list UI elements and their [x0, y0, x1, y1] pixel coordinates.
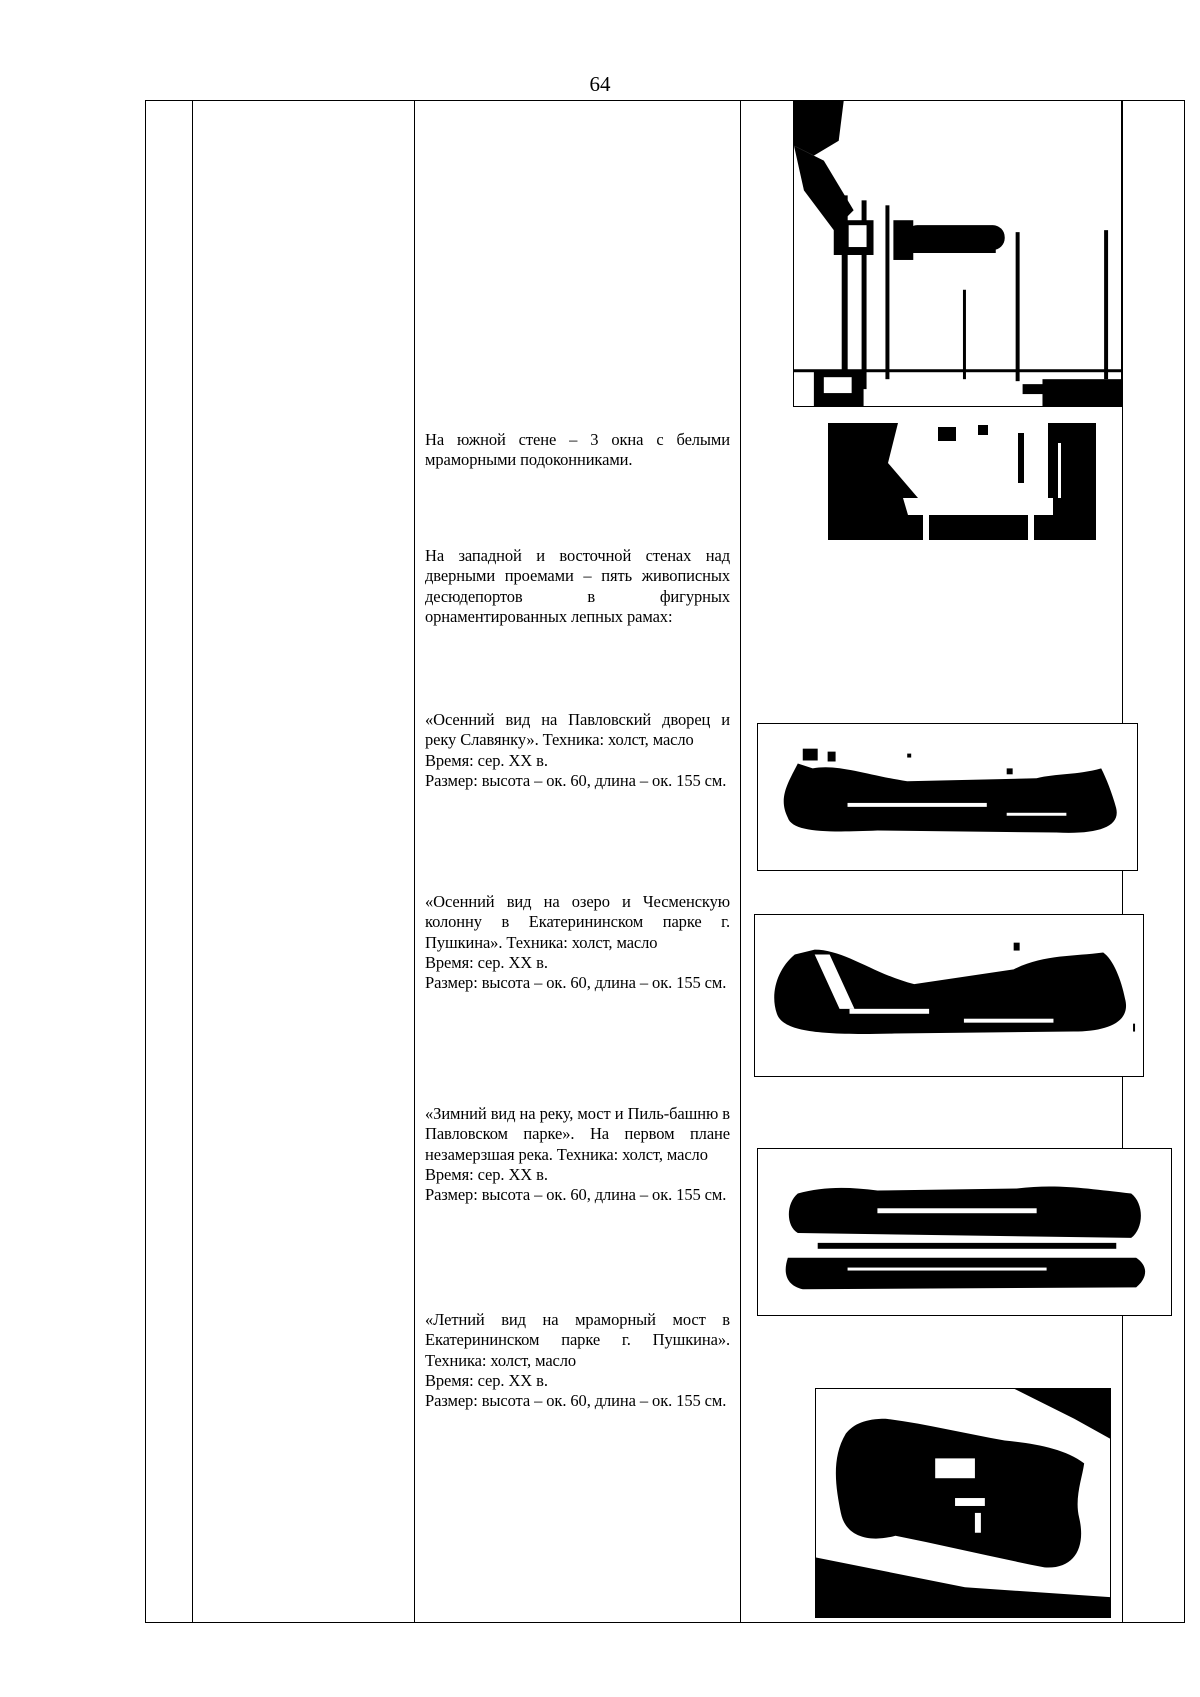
entry-time: Время: сер. XX в. — [425, 750, 548, 770]
photo-window-sill — [828, 423, 1096, 540]
entry-title: «Осенний вид на озеро и Чесменскую колонну в Екатерининском парке г. Пушкина». Техника: холст, масло — [425, 892, 730, 952]
entry-size: Размер: высота – ок. 60, длина – ок. 155 см. — [425, 1391, 727, 1411]
entry-size: Размер: высота – ок. 60, длина – ок. 155 см. — [425, 973, 727, 993]
entry-size: Размер: высота – ок. 60, длина – ок. 155 см. — [425, 770, 727, 790]
page-number: 64 — [589, 72, 611, 96]
entry-painting-3 — [425, 1104, 730, 1205]
entry-size: Размер: высота – ок. 60, длина – ок. 155 см. — [425, 1185, 727, 1205]
entry-west-east-walls — [425, 546, 730, 627]
column-divider-1 — [192, 100, 193, 1623]
column-divider-3 — [740, 100, 741, 1623]
entry-painting-4 — [425, 1310, 730, 1411]
entry-painting-2 — [425, 892, 730, 993]
entry-time: Время: сер. XX в. — [425, 1370, 548, 1390]
photo-painting-4 — [815, 1388, 1111, 1618]
entry-text-line: На южной стене – 3 окна с белыми мраморными подоконниками. — [425, 430, 730, 470]
photo-interior-corner — [793, 100, 1122, 407]
photo-painting-3 — [757, 1148, 1172, 1316]
entry-title: «Зимний вид на реку, мост и Пиль-башню в Павловском парке». На первом плане незамерзшая река. Техника: холст, масло — [425, 1104, 730, 1164]
entry-title: «Осенний вид на Павловский дворец и реку Славянку». Техника: холст, масло — [425, 710, 730, 750]
entry-text-line: На западной и восточной стенах над дверными проемами – пять живописных десюдепортов в фигурных орнаментированных лепных рамах: — [425, 546, 730, 626]
photo-painting-2 — [754, 914, 1144, 1077]
entry-painting-1 — [425, 710, 730, 791]
column-divider-2 — [414, 100, 415, 1623]
entry-south-wall — [425, 430, 730, 471]
photo-painting-1 — [757, 723, 1138, 871]
entry-time: Время: сер. XX в. — [425, 1164, 548, 1184]
entry-time: Время: сер. XX в. — [425, 952, 548, 972]
entry-title: «Летний вид на мраморный мост в Екатерининском парке г. Пушкина». Техника: холст, масло — [425, 1310, 730, 1370]
